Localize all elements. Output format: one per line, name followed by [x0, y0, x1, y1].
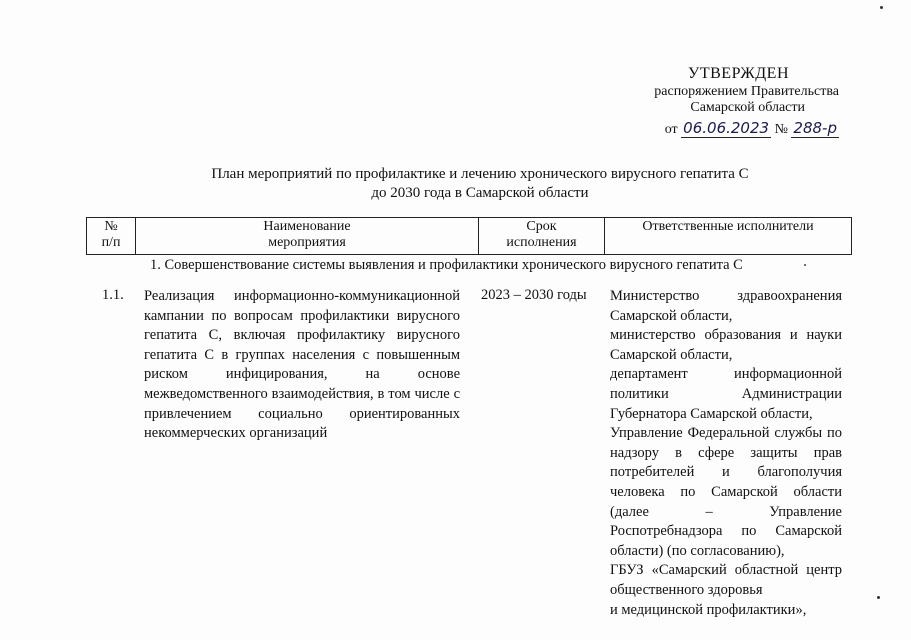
row-period: 2023 – 2030 годы	[481, 287, 587, 303]
scan-speck	[804, 264, 806, 266]
table-header	[86, 217, 852, 255]
header-num	[87, 218, 136, 254]
header-name-line-1: Наименование	[263, 219, 351, 234]
title-line-2: до 2030 года в Самарской области	[371, 185, 589, 201]
approval-date-line	[599, 120, 839, 138]
number-prefix: №	[774, 122, 788, 137]
approval-stamp-title: УТВЕРЖДЕН	[688, 65, 789, 82]
approval-line-2: Самарской области	[690, 100, 805, 115]
section-heading: 1. Совершенствование системы выявления и профилактики хронического вирусного гепатита С	[150, 257, 743, 273]
date-prefix: от	[664, 122, 678, 137]
title-line-1: План мероприятий по профилактике и лечению хронического вирусного гепатита С	[211, 166, 749, 182]
approval-line-1: распоряжением Правительства	[654, 84, 839, 99]
header-period-line-1: Срок	[526, 219, 557, 234]
header-num-line-1: №	[104, 219, 118, 234]
executor-item: ГБУЗ «Самарский областной центр общественного здоровья	[610, 562, 842, 598]
row-number: 1.1.	[102, 287, 124, 303]
header-name	[136, 218, 479, 254]
approval-block	[599, 66, 839, 138]
header-period	[479, 218, 605, 254]
approval-date: 06.06.2023	[683, 119, 770, 137]
executor-item: Управление Федеральной службы по надзору в сфере защиты прав потребителей и благополучия человека по Самарской области (далее – Управление Роспотребнадзора по Самарской области) (по согласованию),	[610, 425, 842, 559]
header-executors-label: Ответственные исполнители	[642, 219, 814, 234]
scan-speck	[877, 596, 880, 599]
row-event: Реализация информационно-коммуникационной кампании по вопросам профилактики вирусного гепатита С, включая профилактику вирусного гепатита С в группах населения с повышенным риском инфицирования, на основе межведомственного взаимодействия, в том числе с привлечением социально ориентированных некоммерческих организаций	[144, 288, 460, 442]
executor-item: Министерство здравоохранения Самарской области,	[610, 288, 842, 324]
executor-item: и медицинской профилактики»,	[610, 601, 807, 618]
row-executors	[610, 287, 842, 620]
document-title	[160, 165, 800, 203]
header-executors	[605, 218, 851, 254]
executor-item: министерство образования и науки Самарской области,	[610, 327, 842, 363]
header-num-line-2: п/п	[101, 235, 121, 250]
executor-item: департамент информационной политики Администрации Губернатора Самарской области,	[610, 366, 842, 422]
header-period-line-2: исполнения	[506, 235, 577, 250]
scan-speck	[880, 6, 883, 9]
approval-number: 288-р	[793, 119, 837, 137]
header-name-line-2: мероприятия	[268, 235, 346, 250]
